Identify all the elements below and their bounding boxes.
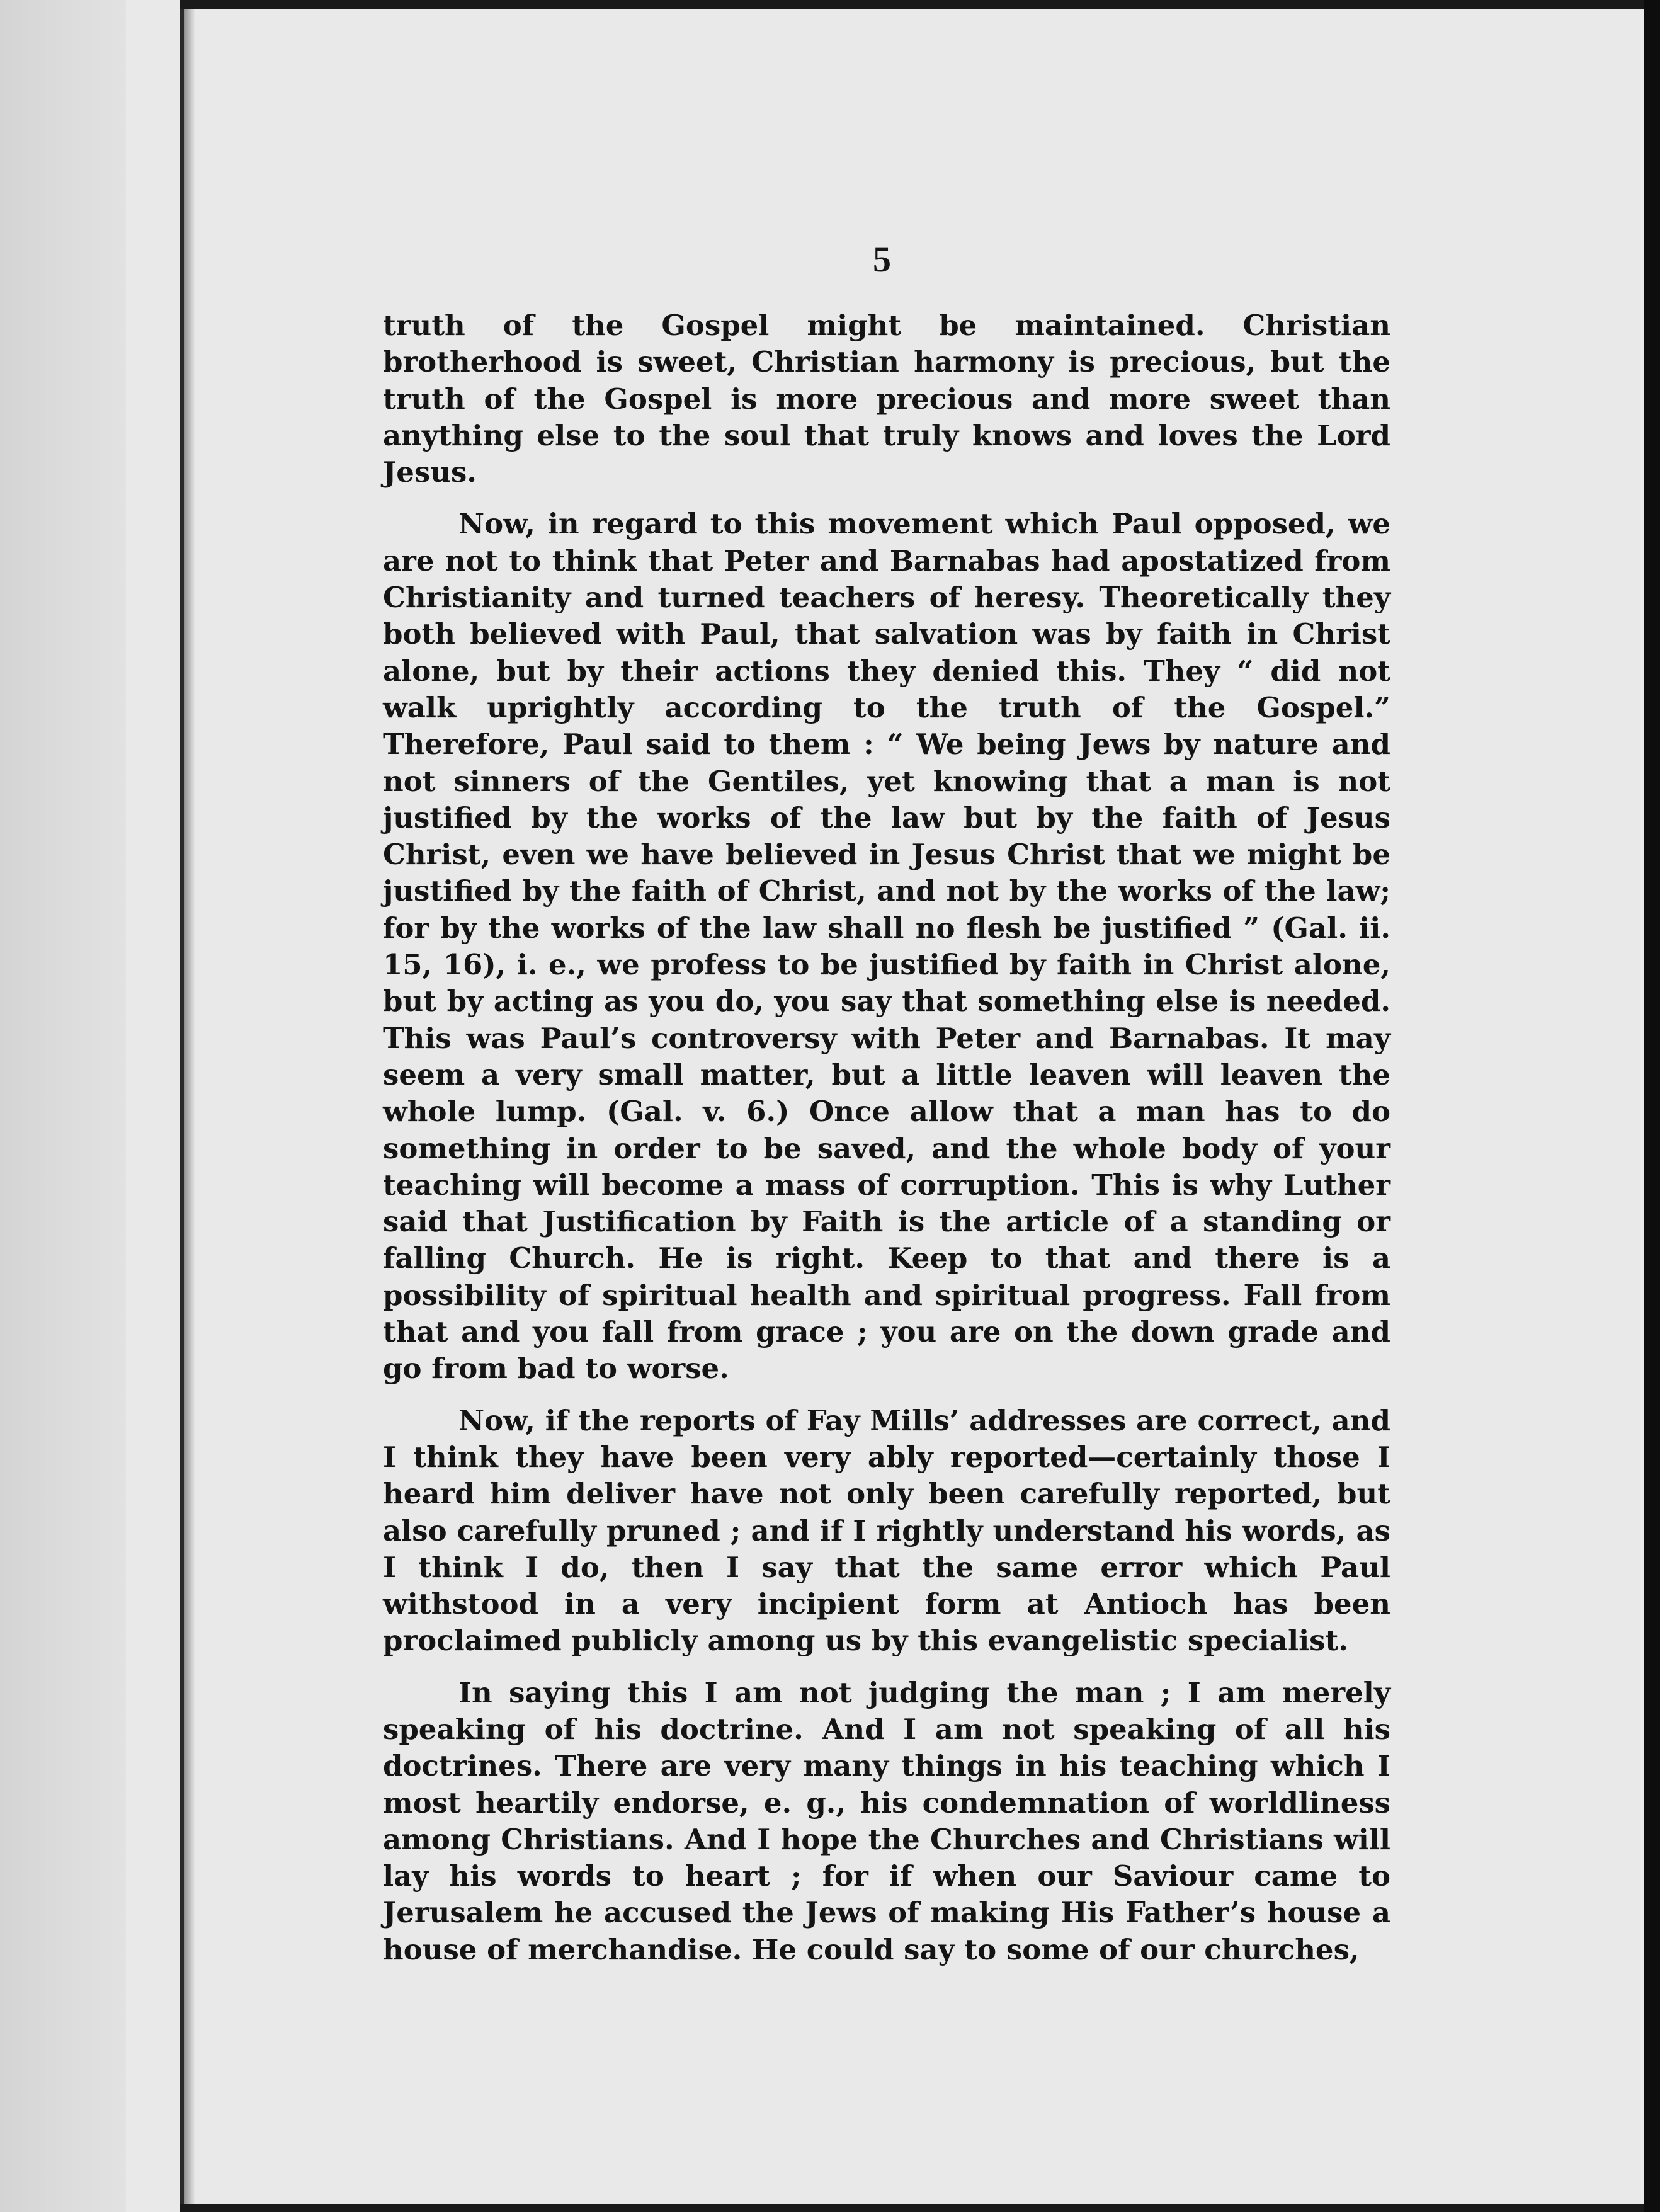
scan-top-border — [180, 0, 1660, 9]
gutter-shadow — [184, 0, 195, 2212]
paragraph-1: truth of the Gospel might be maintained. Christian brotherhood is sweet, Christian harmony is precious, but the truth of the Gospel is more precious and more sweet than anything else to the soul that truly knows and loves the Lord Jesus. — [383, 309, 1390, 489]
scan-right-border — [1644, 0, 1660, 2212]
body-text — [383, 307, 1390, 1968]
page-number: 5 — [873, 239, 891, 280]
paragraph-4: In saying this I am not judging the man ; I am merely speaking of his doctrine. And I am not speaking of all his doctrines. There are very many things in his teaching which I most heartily endorse, e. g., his condemnation of worldliness among Christians. And I hope the Churches and Christians will lay his words to heart ; for if when our Saviour came to Jerusalem he accused the Jews of making His Father’s house a house of merchandise. He could say to some of our churches, — [383, 1675, 1390, 1966]
paragraph-2: Now, in regard to this movement which Paul opposed, we are not to think that Peter and Barnabas had apostatized from Christianity and turned teachers of heresy. Theoretically they both believed with Paul, that salvation was by faith in Christ alone, but by their actions they denied this. They “ did not walk uprightly according to the truth of the Gospel.” Therefore, Paul said to them : “ We being Jews by nature and not sinners of the Gentiles, yet knowing that a man is not justified by the works of the law but by the faith of Jesus Christ, even we have believed in Jesus Christ that we might be justified by the faith of Christ, and not by the works of the law; for by the works of the law shall no flesh be justified ” (Gal. ii. 15, 16), i. e., we profess to be justified by faith in Christ alone, but by acting as you do, you say that something else is needed. This was Paul’s controversy with Peter and Barnabas. It may seem a very small matter, but a little leaven will leaven the whole lump. (Gal. v. 6.) Once allow that a man has to do something in order to be saved, and the whole body of your teaching will become a mass of corruption. This is why Luther said that Justification by Faith is the article of a standing or falling Church. He is right. Keep to that and there is a possibility of spiritual health and spiritual progress. Fall from that and you fall from grace ; you are on the down grade and go from bad to worse. — [383, 507, 1390, 1386]
facing-page-edge — [0, 0, 126, 2212]
scan-bottom-border — [180, 2204, 1660, 2212]
paragraph-3: Now, if the reports of Fay Mills’ addresses are correct, and I think they have been very ably reported—certainly those I heard him deliver have not only been carefully reported, but also carefully pruned ; and if I rightly understand his words, as I think I do, then I say that the same error which Paul withstood in a very incipient form at Antioch has been proclaimed publicly among us by this evangelistic specialist. — [383, 1403, 1390, 1658]
